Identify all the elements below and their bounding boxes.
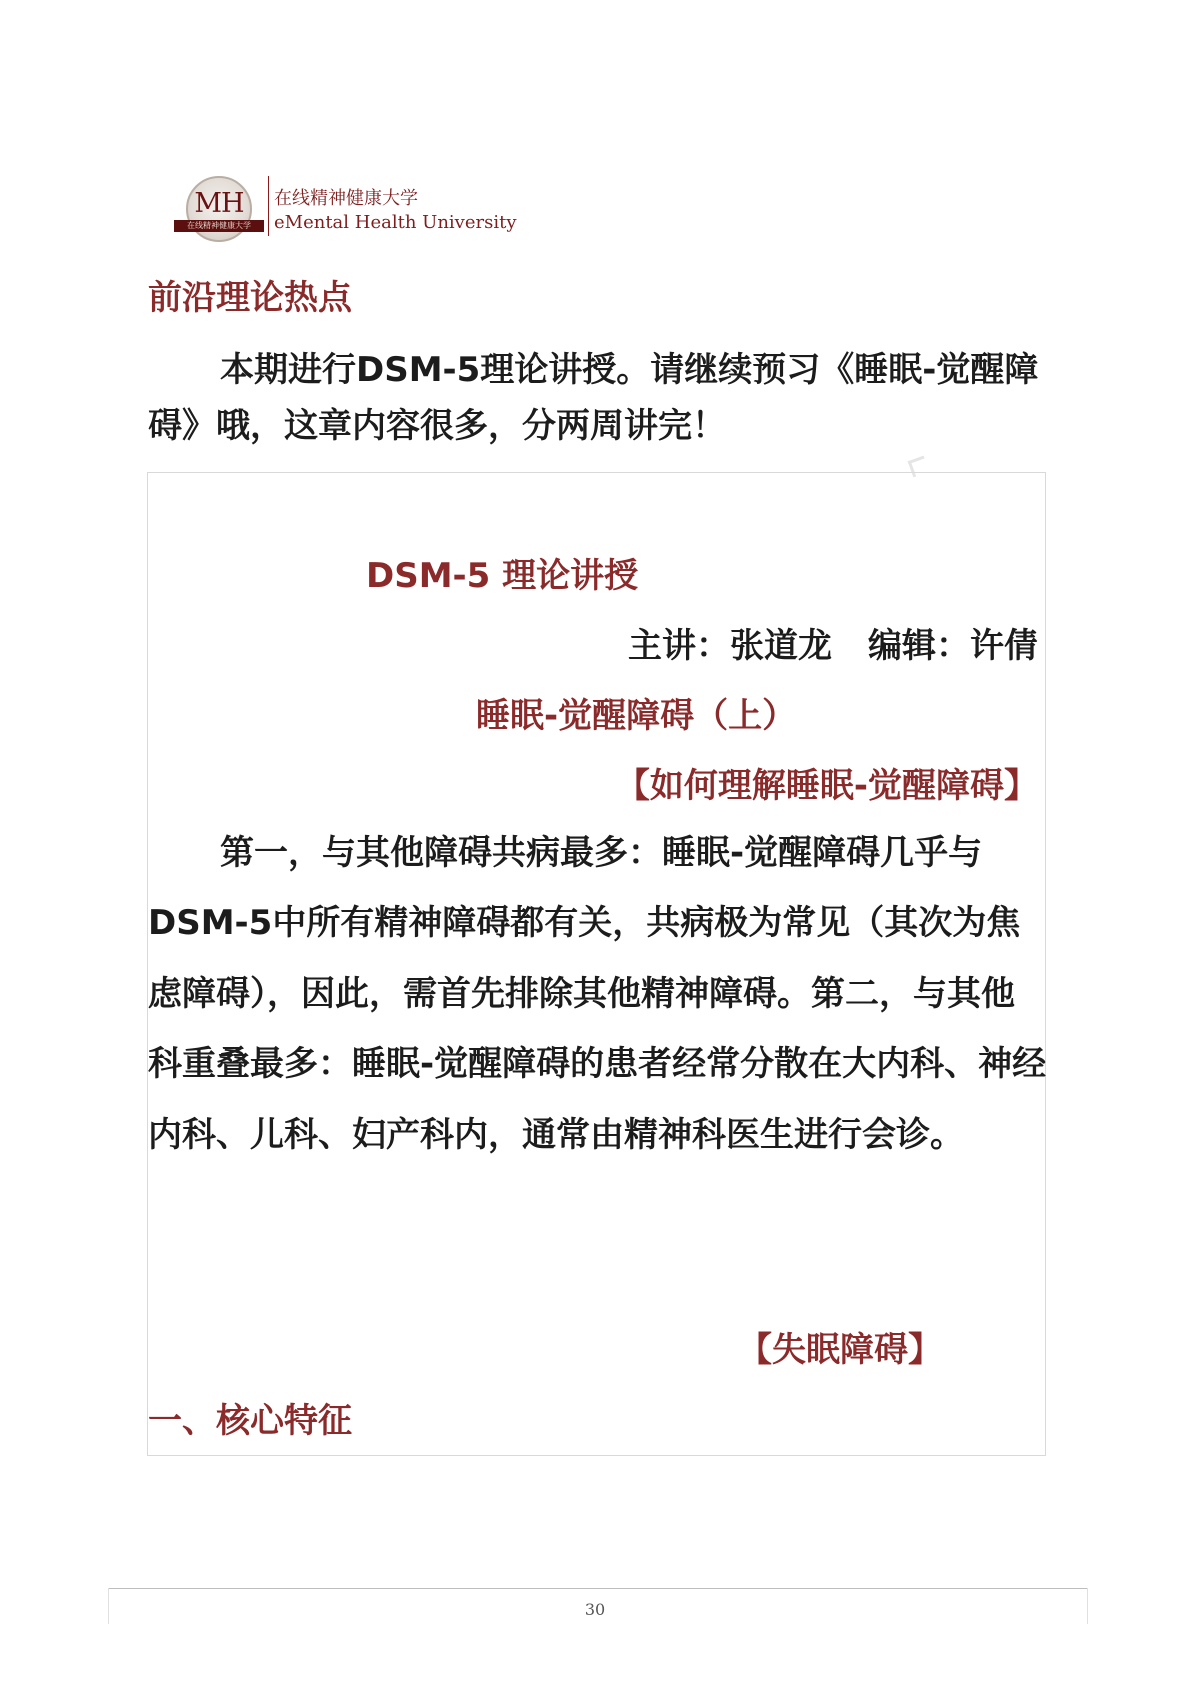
subheading-understanding: 【如何理解睡眠-觉醒障碍】 <box>615 766 1038 806</box>
chapter-part-title: 睡眠-觉醒障碍（上） <box>476 696 797 736</box>
intro-paragraph: 本期进行DSM-5理论讲授。请继续预习《睡眠-觉醒障碍》哦，这章内容很多，分两周讲完！ <box>148 350 1039 446</box>
footer-divider <box>108 1588 1088 1589</box>
lecture-title: DSM-5 理论讲授 <box>366 556 639 596</box>
university-name-en: eMental Health University <box>274 212 517 233</box>
editor-credit: 编辑：许倩 <box>868 626 1038 666</box>
page-number: 30 <box>584 1600 606 1619</box>
section-title: 前沿理论热点 <box>148 278 352 318</box>
seal-ribbon: 在线精神健康大学 <box>174 220 264 232</box>
logo-divider <box>268 176 269 236</box>
insomnia-heading: 【失眠障碍】 <box>738 1330 942 1370</box>
mh-seal-logo <box>180 176 258 242</box>
core-features-heading: 一、核心特征 <box>148 1401 352 1441</box>
body-paragraph: 第一，与其他障碍共病最多：睡眠-觉醒障碍几乎与DSM-5中所有精神障碍都有关，共病极为常见（其次为焦虑障碍），因此，需首先排除其他精神障碍。第二，与其他科重叠最多：睡眠-觉醒障碍的患者经常分散在大内科、神经内科、儿科、妇产科内，通常由精神科医生进行会诊。 <box>148 833 1047 1155</box>
seal-mark: MH <box>194 188 244 219</box>
university-logo <box>172 172 517 248</box>
speaker-credit: 主讲：张道龙 <box>628 626 832 666</box>
university-name-cn: 在线精神健康大学 <box>274 188 418 209</box>
byline <box>628 618 1038 667</box>
